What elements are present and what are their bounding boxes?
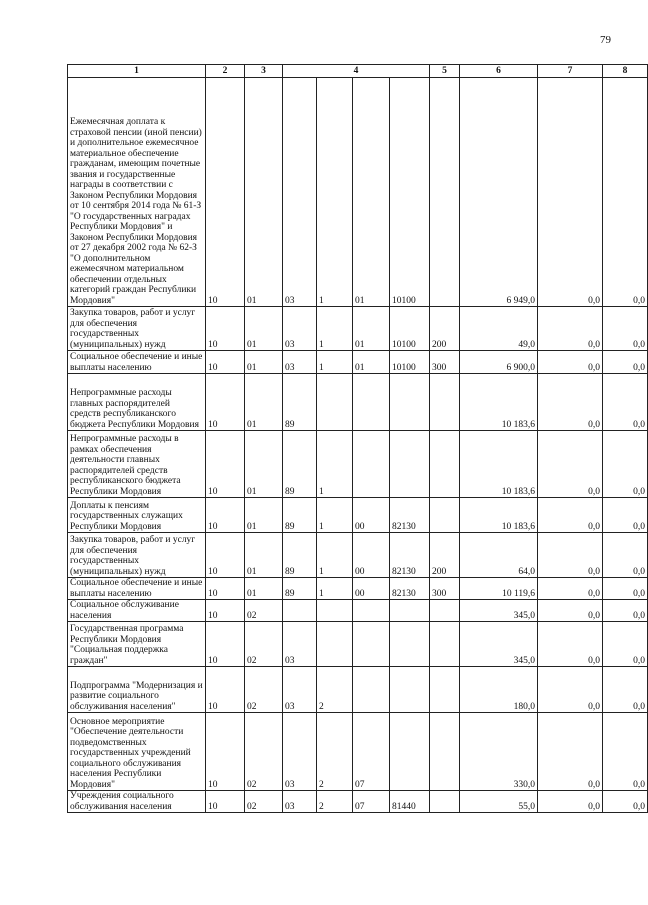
row-prz: 02 bbox=[245, 667, 283, 713]
row-k1: 03 bbox=[283, 307, 317, 351]
row-sum-3: 0,0 bbox=[603, 307, 648, 351]
row-sum-3: 0,0 bbox=[603, 622, 648, 667]
row-k1 bbox=[283, 600, 317, 622]
row-vr bbox=[430, 667, 460, 713]
row-vr: 300 bbox=[430, 351, 460, 374]
row-rz: 10 bbox=[206, 713, 245, 791]
row-k2: 1 bbox=[317, 78, 353, 307]
row-k3 bbox=[353, 600, 390, 622]
page-number: 79 bbox=[600, 34, 611, 46]
row-k4: 81440 bbox=[390, 791, 430, 813]
row-k1: 89 bbox=[283, 498, 317, 533]
row-rz: 10 bbox=[206, 374, 245, 431]
row-name: Основное мероприятие "Обеспечение деятельности подведомственных государственных учреждений социального обслуживания населения Республики Мордовия" bbox=[68, 713, 206, 791]
row-k1: 03 bbox=[283, 351, 317, 374]
row-k1: 03 bbox=[283, 791, 317, 813]
row-sum-2: 0,0 bbox=[538, 791, 603, 813]
table-row bbox=[68, 667, 648, 713]
row-vr bbox=[430, 791, 460, 813]
table-row bbox=[68, 713, 648, 791]
row-k4: 10100 bbox=[390, 307, 430, 351]
row-k3 bbox=[353, 431, 390, 498]
row-k3 bbox=[353, 374, 390, 431]
row-k2: 2 bbox=[317, 791, 353, 813]
table-row bbox=[68, 533, 648, 578]
table-body bbox=[68, 78, 648, 813]
row-vr bbox=[430, 498, 460, 533]
row-sum-3: 0,0 bbox=[603, 667, 648, 713]
row-k3: 00 bbox=[353, 578, 390, 600]
row-rz: 10 bbox=[206, 431, 245, 498]
row-name: Закупка товаров, работ и услуг для обеспечения государственных (муниципальных) нужд bbox=[68, 533, 206, 578]
row-sum-3: 0,0 bbox=[603, 791, 648, 813]
row-sum-2: 0,0 bbox=[538, 431, 603, 498]
row-k4: 82130 bbox=[390, 578, 430, 600]
table-row bbox=[68, 374, 648, 431]
row-vr: 300 bbox=[430, 578, 460, 600]
row-sum-1: 180,0 bbox=[460, 667, 538, 713]
row-sum-2: 0,0 bbox=[538, 533, 603, 578]
header-col-6: 6 bbox=[460, 65, 538, 78]
row-rz: 10 bbox=[206, 622, 245, 667]
header-col-7: 7 bbox=[538, 65, 603, 78]
row-sum-2: 0,0 bbox=[538, 600, 603, 622]
row-sum-1: 55,0 bbox=[460, 791, 538, 813]
row-name: Доплаты к пенсиям государственных служащих Республики Мордовия bbox=[68, 498, 206, 533]
row-name: Закупка товаров, работ и услуг для обеспечения государственных (муниципальных) нужд bbox=[68, 307, 206, 351]
row-rz: 10 bbox=[206, 667, 245, 713]
row-k4: 10100 bbox=[390, 78, 430, 307]
table-row bbox=[68, 600, 648, 622]
row-rz: 10 bbox=[206, 533, 245, 578]
table-row bbox=[68, 791, 648, 813]
row-prz: 02 bbox=[245, 713, 283, 791]
header-col-8: 8 bbox=[603, 65, 648, 78]
row-rz: 10 bbox=[206, 351, 245, 374]
row-vr: 200 bbox=[430, 307, 460, 351]
row-sum-1: 10 183,6 bbox=[460, 498, 538, 533]
header-col-3: 3 bbox=[245, 65, 283, 78]
header-col-5: 5 bbox=[430, 65, 460, 78]
row-sum-1: 49,0 bbox=[460, 307, 538, 351]
row-sum-3: 0,0 bbox=[603, 374, 648, 431]
row-sum-2: 0,0 bbox=[538, 374, 603, 431]
row-sum-3: 0,0 bbox=[603, 600, 648, 622]
row-sum-3: 0,0 bbox=[603, 431, 648, 498]
row-sum-3: 0,0 bbox=[603, 578, 648, 600]
row-k3: 01 bbox=[353, 78, 390, 307]
row-k3: 01 bbox=[353, 307, 390, 351]
row-prz: 01 bbox=[245, 498, 283, 533]
table-row bbox=[68, 498, 648, 533]
row-sum-2: 0,0 bbox=[538, 307, 603, 351]
row-k3: 07 bbox=[353, 713, 390, 791]
row-name: Учреждения социального обслуживания населения bbox=[68, 791, 206, 813]
table-row bbox=[68, 622, 648, 667]
row-sum-2: 0,0 bbox=[538, 622, 603, 667]
row-k4 bbox=[390, 431, 430, 498]
row-rz: 10 bbox=[206, 600, 245, 622]
row-prz: 01 bbox=[245, 78, 283, 307]
row-sum-2: 0,0 bbox=[538, 578, 603, 600]
row-k2: 2 bbox=[317, 667, 353, 713]
row-k2: 1 bbox=[317, 533, 353, 578]
row-sum-2: 0,0 bbox=[538, 498, 603, 533]
table-row bbox=[68, 351, 648, 374]
row-k1: 03 bbox=[283, 622, 317, 667]
row-vr: 200 bbox=[430, 533, 460, 578]
row-prz: 02 bbox=[245, 622, 283, 667]
row-prz: 01 bbox=[245, 307, 283, 351]
row-k2 bbox=[317, 600, 353, 622]
row-k2: 1 bbox=[317, 307, 353, 351]
row-k1: 89 bbox=[283, 431, 317, 498]
row-k1: 03 bbox=[283, 78, 317, 307]
row-k3: 07 bbox=[353, 791, 390, 813]
table-row bbox=[68, 78, 648, 307]
row-sum-2: 0,0 bbox=[538, 351, 603, 374]
row-rz: 10 bbox=[206, 498, 245, 533]
row-sum-3: 0,0 bbox=[603, 533, 648, 578]
row-sum-3: 0,0 bbox=[603, 713, 648, 791]
row-name: Государственная программа Республики Мордовия "Социальная поддержка граждан" bbox=[68, 622, 206, 667]
row-k3 bbox=[353, 667, 390, 713]
row-prz: 01 bbox=[245, 578, 283, 600]
row-prz: 01 bbox=[245, 351, 283, 374]
row-sum-3: 0,0 bbox=[603, 351, 648, 374]
header-col-1: 1 bbox=[68, 65, 206, 78]
table-row bbox=[68, 307, 648, 351]
row-k4: 82130 bbox=[390, 498, 430, 533]
row-sum-1: 6 949,0 bbox=[460, 78, 538, 307]
row-k1: 89 bbox=[283, 374, 317, 431]
row-name: Непрограммные расходы в рамках обеспечения деятельности главных распорядителей средств республиканского бюджета Республики Мордовия bbox=[68, 431, 206, 498]
row-k4 bbox=[390, 374, 430, 431]
row-name: Ежемесячная доплата к страховой пенсии (иной пенсии) и дополнительное ежемесячное материальное обеспечение гражданам, имеющим почетные звания и государственные награды в соответствии с Законом Республики Мордовия от 10 сентября 2014 года № 61-З "О государственных наградах Республики Мордовия" и Законом Республики Мордовия от 27 декабря 2002 года № 62-З "О дополнительном ежемесячном материальном обеспечении отдельных категорий граждан Республики Мордовия" bbox=[68, 78, 206, 307]
row-k4: 82130 bbox=[390, 533, 430, 578]
row-prz: 02 bbox=[245, 791, 283, 813]
row-name: Непрограммные расходы главных распорядителей средств республиканского бюджета Республики Мордовия bbox=[68, 374, 206, 431]
row-name: Социальное обслуживание населения bbox=[68, 600, 206, 622]
row-vr bbox=[430, 78, 460, 307]
row-k1: 89 bbox=[283, 533, 317, 578]
row-k1: 03 bbox=[283, 667, 317, 713]
row-prz: 02 bbox=[245, 600, 283, 622]
row-sum-3: 0,0 bbox=[603, 498, 648, 533]
row-sum-1: 330,0 bbox=[460, 713, 538, 791]
row-rz: 10 bbox=[206, 78, 245, 307]
row-k1: 89 bbox=[283, 578, 317, 600]
row-sum-1: 345,0 bbox=[460, 600, 538, 622]
row-prz: 01 bbox=[245, 533, 283, 578]
row-sum-1: 345,0 bbox=[460, 622, 538, 667]
row-k4: 10100 bbox=[390, 351, 430, 374]
row-k2 bbox=[317, 622, 353, 667]
row-k4 bbox=[390, 667, 430, 713]
table-row bbox=[68, 578, 648, 600]
row-sum-1: 10 183,6 bbox=[460, 431, 538, 498]
row-name: Социальное обеспечение и иные выплаты населению bbox=[68, 351, 206, 374]
row-k2: 1 bbox=[317, 578, 353, 600]
row-sum-1: 6 900,0 bbox=[460, 351, 538, 374]
row-vr bbox=[430, 600, 460, 622]
row-vr bbox=[430, 431, 460, 498]
header-col-4: 4 bbox=[283, 65, 430, 78]
row-vr bbox=[430, 622, 460, 667]
row-k2: 1 bbox=[317, 498, 353, 533]
row-sum-3: 0,0 bbox=[603, 78, 648, 307]
row-k3: 00 bbox=[353, 533, 390, 578]
row-k1: 03 bbox=[283, 713, 317, 791]
row-sum-1: 10 183,6 bbox=[460, 374, 538, 431]
row-k4 bbox=[390, 713, 430, 791]
row-k3: 01 bbox=[353, 351, 390, 374]
row-k2 bbox=[317, 374, 353, 431]
row-k2: 1 bbox=[317, 431, 353, 498]
row-k3 bbox=[353, 622, 390, 667]
row-k2: 2 bbox=[317, 713, 353, 791]
row-k2: 1 bbox=[317, 351, 353, 374]
budget-table bbox=[67, 64, 648, 813]
row-rz: 10 bbox=[206, 578, 245, 600]
row-sum-2: 0,0 bbox=[538, 713, 603, 791]
row-prz: 01 bbox=[245, 431, 283, 498]
row-k4 bbox=[390, 622, 430, 667]
row-sum-1: 10 119,6 bbox=[460, 578, 538, 600]
row-rz: 10 bbox=[206, 791, 245, 813]
row-k3: 00 bbox=[353, 498, 390, 533]
row-vr bbox=[430, 713, 460, 791]
row-sum-2: 0,0 bbox=[538, 667, 603, 713]
table-row bbox=[68, 431, 648, 498]
row-name: Социальное обеспечение и иные выплаты населению bbox=[68, 578, 206, 600]
header-col-2: 2 bbox=[206, 65, 245, 78]
row-sum-2: 0,0 bbox=[538, 78, 603, 307]
row-sum-1: 64,0 bbox=[460, 533, 538, 578]
header-row bbox=[68, 65, 648, 78]
row-rz: 10 bbox=[206, 307, 245, 351]
row-prz: 01 bbox=[245, 374, 283, 431]
row-vr bbox=[430, 374, 460, 431]
row-k4 bbox=[390, 600, 430, 622]
row-name: Подпрограмма "Модернизация и развитие социального обслуживания населения" bbox=[68, 667, 206, 713]
